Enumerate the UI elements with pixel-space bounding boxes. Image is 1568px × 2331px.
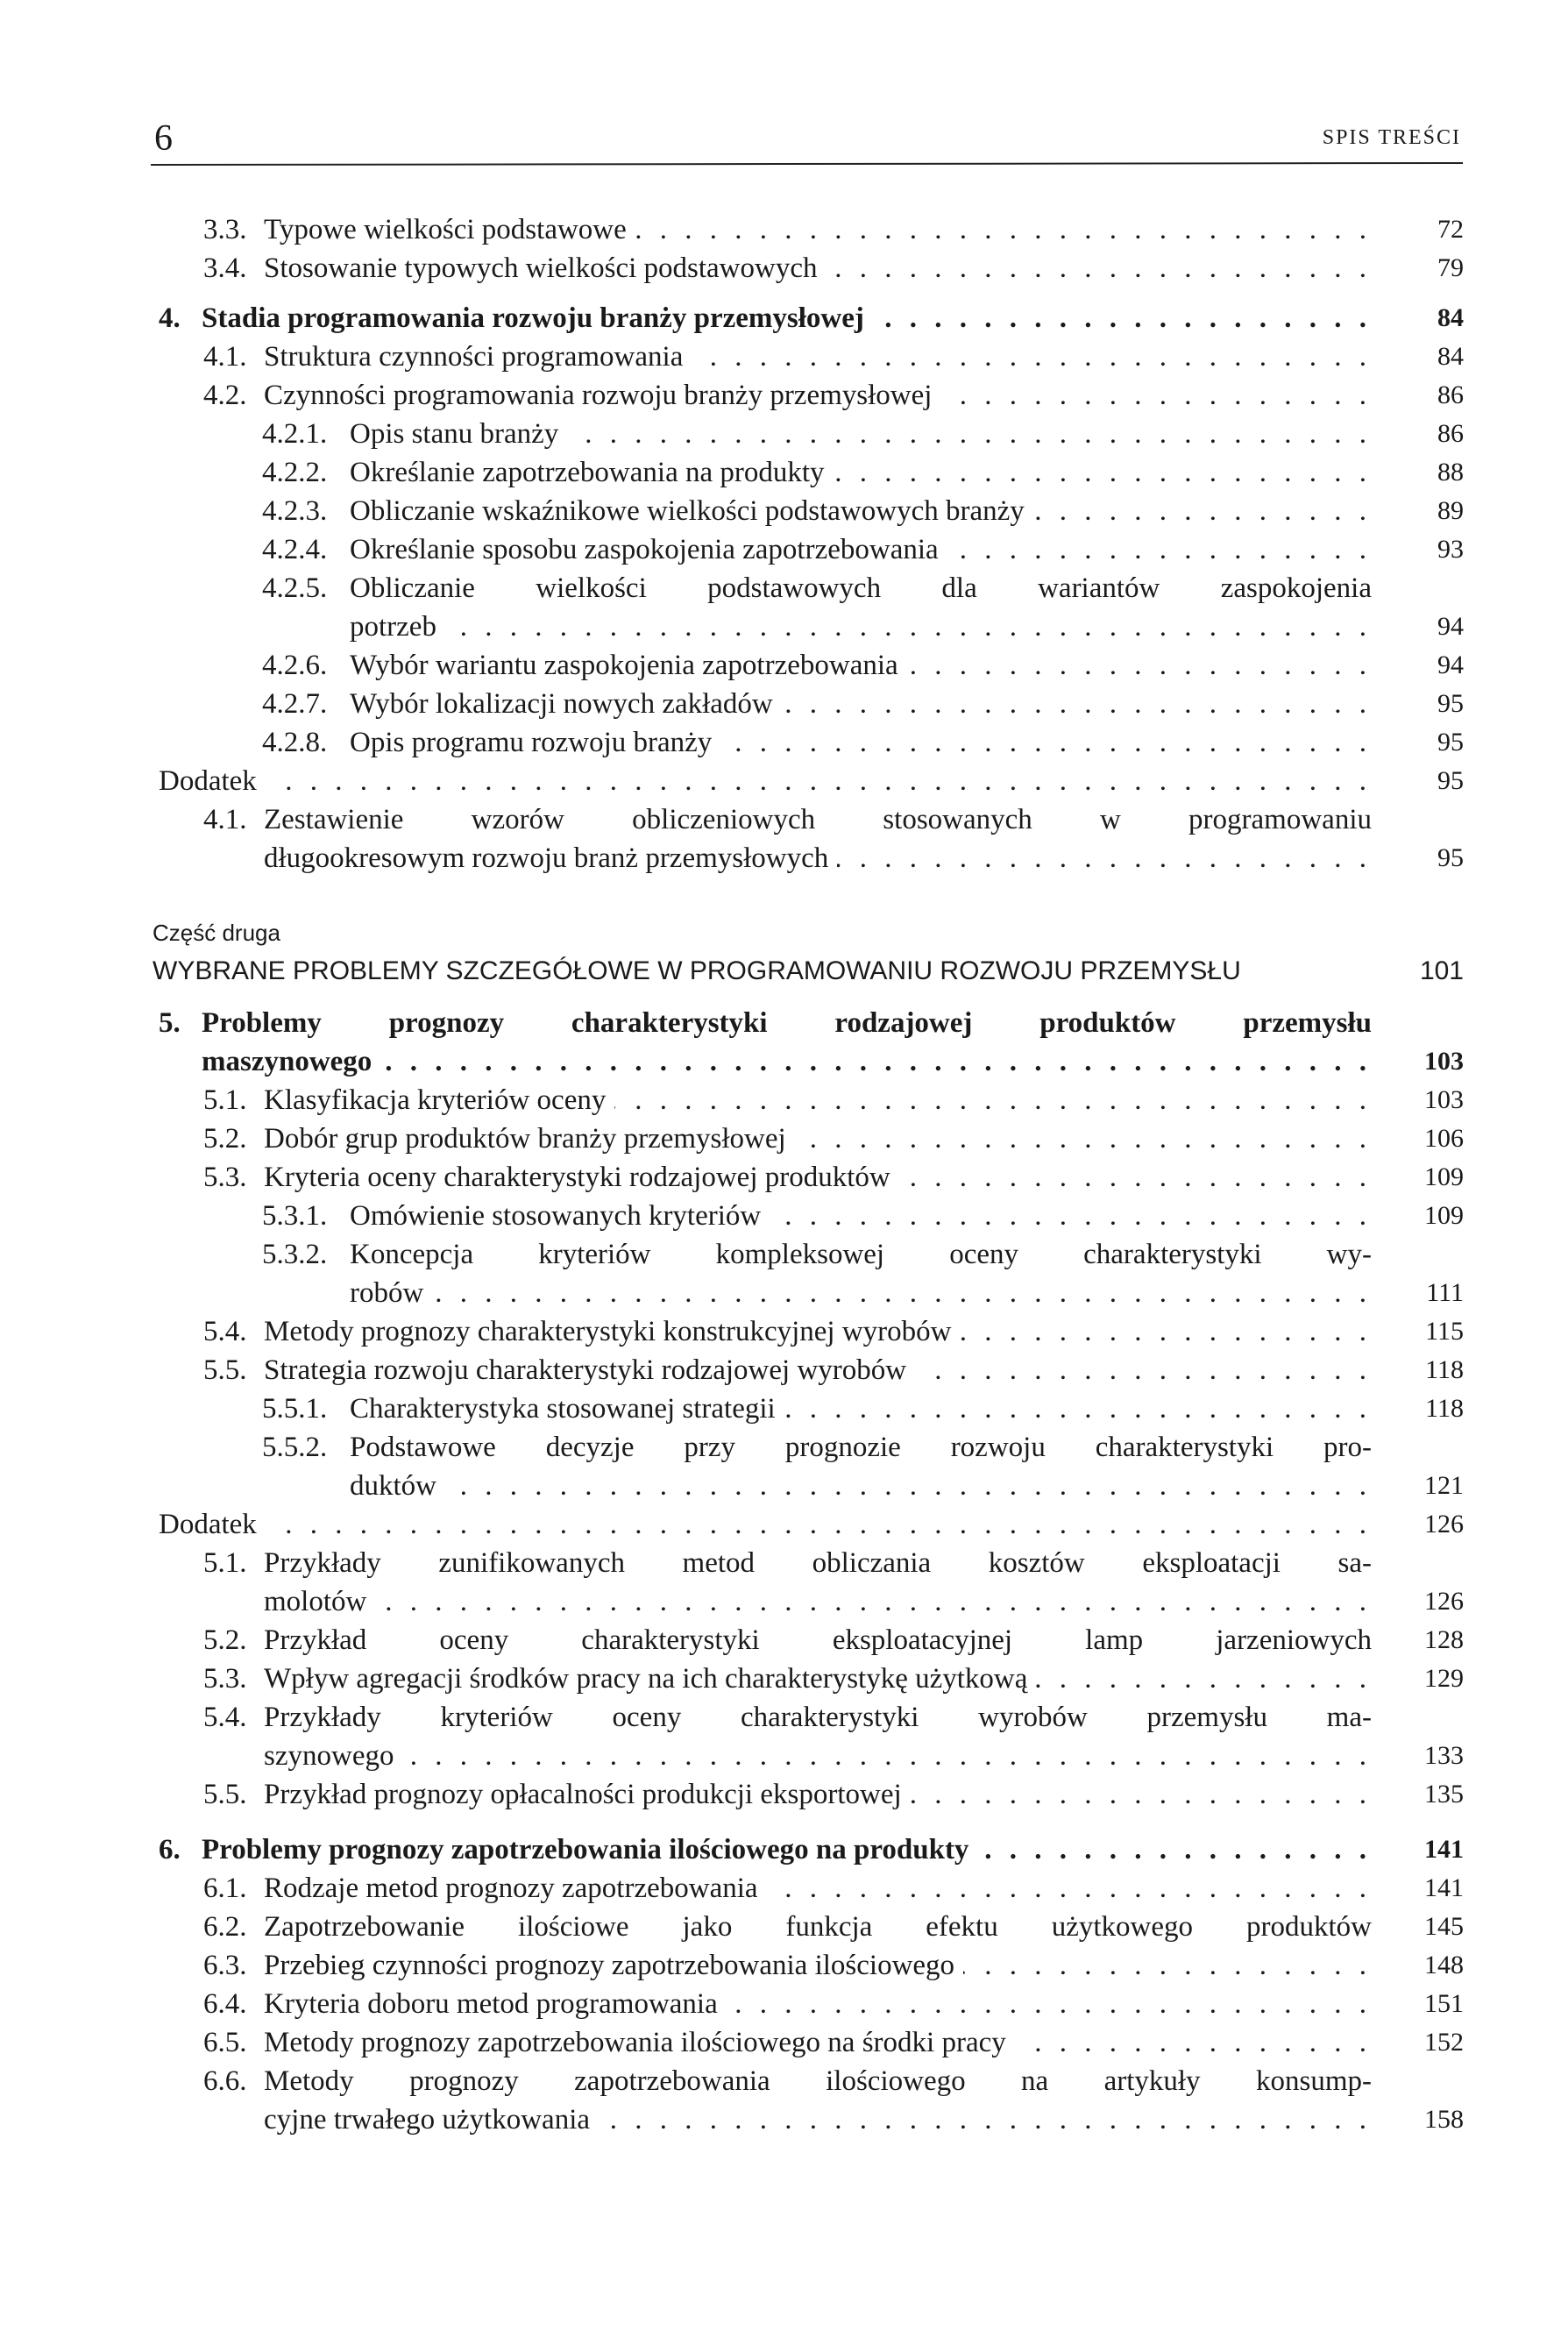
page-ref: 118 [1425, 1394, 1464, 1423]
page-ref: 133 [1424, 1741, 1464, 1770]
entry-title: WYBRANE PROBLEMY SZCZEGÓŁOWE W PROGRAMOWANIU ROZWOJU PRZEMYSŁU [153, 956, 1241, 985]
entry-body [264, 1081, 1372, 1119]
dot-leader [782, 685, 1372, 723]
toc-entry [0, 569, 1568, 608]
dot-leader [784, 1389, 1372, 1428]
dot-leader [1036, 1659, 1372, 1698]
page-ref: 94 [1437, 612, 1464, 641]
entry-title: cyjne trwałego użytkowania [264, 2104, 591, 2136]
dot-leader [947, 530, 1372, 569]
entry-number: 5.5. [203, 1779, 247, 1810]
dot-leader [834, 453, 1372, 492]
toc-entry [0, 1544, 1568, 1582]
page-ref: 95 [1437, 843, 1464, 872]
page-ref: 109 [1424, 1162, 1464, 1191]
toc-entry-continuation [0, 1467, 1568, 1505]
entry-title: Zestawienie wzorów obliczeniowych stosowanych w programowaniu [264, 804, 1372, 835]
entry-body [350, 685, 1372, 723]
entry-title: Kryteria oceny charakterystyki rodzajowej produktów [264, 1162, 890, 1193]
toc-entry [0, 2023, 1568, 2062]
entry-body [264, 2023, 1372, 2062]
dot-leader [380, 1042, 1372, 1081]
page-ref: 151 [1424, 1989, 1464, 2018]
toc-entry [0, 1197, 1568, 1235]
toc-entry [0, 338, 1568, 376]
dot-leader [266, 762, 1372, 800]
entry-body [202, 1042, 1372, 1081]
entry-number: 6.5. [203, 2027, 247, 2058]
entry-body [264, 1621, 1372, 1659]
entry-body [264, 800, 1372, 839]
toc-entry [0, 530, 1568, 569]
dot-leader [635, 210, 1372, 249]
page-ref: 95 [1437, 766, 1464, 795]
toc-entry [0, 646, 1568, 685]
dot-leader [692, 338, 1372, 376]
page-ref: 129 [1424, 1664, 1464, 1693]
entry-body [350, 1467, 1372, 1505]
page-ref: 158 [1424, 2105, 1464, 2134]
entry-title: Wybór wariantu zaspokojenia zapotrzebowania [350, 650, 898, 681]
toc-entry [0, 1621, 1568, 1659]
toc-entry-continuation [0, 1737, 1568, 1775]
entry-title: długookresowym rozwoju branż przemysłowych [264, 842, 829, 874]
entry-number: 4.2. [203, 380, 247, 411]
entry-body [350, 1274, 1372, 1312]
entry-title: Przykład oceny charakterystyki eksploatacyjnej lamp jarzeniowych [264, 1624, 1372, 1656]
entry-body [264, 1869, 1372, 1908]
dot-leader [911, 1775, 1372, 1814]
header-rule [151, 162, 1463, 166]
entry-number: 6. [159, 1834, 181, 1866]
entry-body [264, 2062, 1372, 2100]
dot-leader [795, 1119, 1372, 1158]
running-title: SPIS TREŚCI [1322, 126, 1461, 149]
page-ref: 88 [1437, 458, 1464, 487]
entry-body [264, 1737, 1372, 1775]
page-ref: 103 [1424, 1085, 1464, 1114]
entry-number: 5.1. [203, 1547, 247, 1579]
dot-leader [375, 1582, 1372, 1621]
entry-title: Metody prognozy zapotrzebowania ilościowego na środki pracy [264, 2027, 1006, 2058]
page-ref: 148 [1424, 1951, 1464, 1979]
entry-title: Przykład prognozy opłacalności produkcji eksportowej [264, 1779, 902, 1810]
toc-entry [0, 1389, 1568, 1428]
entry-body [350, 1235, 1372, 1274]
entry-number: 4.1. [203, 804, 247, 835]
entry-number: 5. [159, 1007, 181, 1039]
entry-body [264, 1698, 1372, 1737]
toc-entry [0, 1985, 1568, 2023]
dot-leader [873, 299, 1372, 338]
dot-leader [963, 1946, 1372, 1985]
toc-entry [0, 1158, 1568, 1197]
dot-leader [720, 723, 1372, 762]
toc-entry [0, 376, 1568, 415]
page-ref: 89 [1437, 496, 1464, 525]
dot-leader [837, 839, 1372, 878]
toc-entry [0, 1312, 1568, 1351]
dot-leader [445, 1467, 1372, 1505]
dot-leader [402, 1737, 1372, 1775]
dot-leader [1033, 492, 1372, 530]
entry-title: Przykłady zunifikowanych metod obliczania kosztów eksploatacji sa- [264, 1547, 1372, 1579]
entry-number: 5.4. [203, 1702, 247, 1733]
page-ref: 86 [1437, 419, 1464, 448]
entry-body [350, 453, 1372, 492]
entry-body [264, 1775, 1372, 1814]
entry-title: Przebieg czynności prognozy zapotrzebowania ilościowego [264, 1950, 955, 1981]
toc-entry [0, 1235, 1568, 1274]
entry-body [264, 1312, 1372, 1351]
entry-body [264, 1946, 1372, 1985]
toc-entry [0, 1775, 1568, 1814]
dot-leader [727, 1985, 1372, 2023]
entry-body [153, 913, 280, 952]
entry-number: 6.3. [203, 1950, 247, 1981]
entry-number: 4.2.4. [262, 534, 328, 565]
entry-number: 5.2. [203, 1123, 247, 1155]
entry-body [264, 338, 1372, 376]
entry-title: Stadia programowania rozwoju branży przemysłowej [202, 302, 864, 334]
entry-number: 6.6. [203, 2065, 247, 2097]
toc-entry [0, 1004, 1568, 1042]
toc-entry [0, 1505, 1568, 1544]
entry-title: Wybór lokalizacji nowych zakładów [350, 688, 773, 720]
page-ref: 84 [1437, 342, 1464, 371]
entry-title: Klasyfikacja kryteriów oceny [264, 1084, 607, 1116]
entry-body [350, 646, 1372, 685]
entry-title: Problemy prognozy zapotrzebowania ilościowego na produkty [202, 1834, 969, 1866]
dot-leader [614, 1081, 1372, 1119]
entry-body [159, 1505, 1372, 1544]
entry-body [264, 1985, 1372, 2023]
toc-entry [0, 453, 1568, 492]
entry-number: 3.3. [203, 214, 247, 245]
page-ref: 121 [1424, 1471, 1464, 1500]
toc-entry [0, 415, 1568, 453]
toc-entry [0, 492, 1568, 530]
entry-title: Stosowanie typowych wielkości podstawowych [264, 252, 818, 284]
dot-leader [977, 1830, 1372, 1869]
page-ref: 128 [1424, 1625, 1464, 1654]
entry-body [264, 210, 1372, 249]
entry-number: 5.5.1. [262, 1393, 328, 1425]
entry-title: potrzeb [350, 611, 436, 643]
toc-entry [0, 952, 1568, 991]
toc-entry [0, 685, 1568, 723]
entry-title: duktów [350, 1470, 436, 1502]
toc-entry [0, 1830, 1568, 1869]
entry-title: Typowe wielkości podstawowe [264, 214, 627, 245]
page-ref: 94 [1437, 650, 1464, 679]
entry-number: 6.2. [203, 1911, 247, 1943]
entry-number: 5.1. [203, 1084, 247, 1116]
page-ref: 109 [1424, 1201, 1464, 1230]
entry-body [350, 569, 1372, 608]
entry-title: Koncepcja kryteriów kompleksowej oceny charakterystyki wy- [350, 1239, 1372, 1270]
entry-title: Opis programu rozwoju branży [350, 727, 713, 758]
toc-entry [0, 1659, 1568, 1698]
dot-leader [907, 646, 1372, 685]
page-ref: 111 [1426, 1278, 1464, 1307]
entry-number: 4.1. [203, 341, 247, 373]
entry-title: Zapotrzebowanie ilościowe jako funkcja efektu użytkowego produktów [264, 1911, 1372, 1943]
entry-number: 5.2. [203, 1624, 247, 1656]
dot-leader [827, 249, 1373, 288]
page-ref: 93 [1437, 535, 1464, 564]
toc-entry [0, 1698, 1568, 1737]
entry-title: Strategia rozwoju charakterystyki rodzajowej wyrobów [264, 1354, 907, 1386]
entry-body [264, 376, 1372, 415]
dot-leader [445, 608, 1372, 646]
entry-body [264, 1582, 1372, 1621]
entry-body [350, 1197, 1372, 1235]
entry-body [350, 492, 1372, 530]
entry-body [202, 1830, 1372, 1869]
page-ref: 118 [1425, 1355, 1464, 1384]
toc-entry [0, 1428, 1568, 1467]
toc-entry [0, 249, 1568, 288]
entry-body [159, 762, 1372, 800]
entry-body [153, 952, 1241, 991]
dot-leader [940, 376, 1372, 415]
dot-leader [915, 1351, 1372, 1389]
page-ref: 145 [1424, 1912, 1464, 1941]
toc-entry [0, 1119, 1568, 1158]
dot-leader [567, 415, 1372, 453]
entry-body [264, 1659, 1372, 1698]
dot-leader [266, 1505, 1372, 1544]
entry-title: szynowego [264, 1740, 394, 1772]
entry-title: Metody prognozy charakterystyki konstrukcyjnej wyrobów [264, 1316, 952, 1347]
entry-number: 4.2.7. [262, 688, 328, 720]
toc-entry-continuation [0, 1042, 1568, 1081]
entry-title: Obliczanie wielkości podstawowych dla wariantów zaspokojenia [350, 572, 1372, 604]
entry-title: Opis stanu branży [350, 418, 559, 450]
entry-title: Dobór grup produktów branży przemysłowej [264, 1123, 786, 1155]
entry-number: 5.5.2. [262, 1432, 328, 1463]
entry-title: Określanie zapotrzebowania na produkty [350, 457, 825, 488]
entry-body [350, 415, 1372, 453]
toc-entry-continuation [0, 2100, 1568, 2139]
entry-body [350, 608, 1372, 646]
page-ref: 126 [1424, 1587, 1464, 1616]
toc-entry [0, 1869, 1568, 1908]
page-ref: 72 [1437, 215, 1464, 244]
entry-number: 4.2.2. [262, 457, 328, 488]
entry-number: 6.4. [203, 1988, 247, 2020]
toc-entry [0, 210, 1568, 249]
entry-title: Rodzaje metod prognozy zapotrzebowania [264, 1873, 758, 1904]
entry-title: Czynności programowania rozwoju branży przemysłowej [264, 380, 933, 411]
toc-entry-continuation [0, 1582, 1568, 1621]
entry-title: Podstawowe decyzje przy prognozie rozwoju charakterystyki pro- [350, 1432, 1372, 1463]
toc-entry [0, 1908, 1568, 1946]
page-ref: 152 [1424, 2028, 1464, 2057]
dot-leader [770, 1197, 1372, 1235]
page-ref: 141 [1424, 1835, 1464, 1864]
entry-title: Wpływ agregacji środków pracy na ich charakterystykę użytkową [264, 1663, 1028, 1695]
entry-number: 4.2.3. [262, 495, 328, 527]
entry-body [264, 1158, 1372, 1197]
entry-number: 5.3. [203, 1663, 247, 1695]
entry-number: 3.4. [203, 252, 247, 284]
entry-body [350, 1428, 1372, 1467]
entry-title: Część druga [153, 920, 280, 946]
entry-body [264, 249, 1372, 288]
entry-body [264, 1908, 1372, 1946]
entry-number: 5.4. [203, 1316, 247, 1347]
entry-title: Charakterystyka stosowanej strategii [350, 1393, 776, 1425]
entry-body [264, 2100, 1372, 2139]
toc-entry-continuation [0, 608, 1568, 646]
entry-body [202, 299, 1372, 338]
toc-entry [0, 913, 1568, 952]
page-ref: 79 [1437, 253, 1464, 282]
dot-leader [599, 2100, 1372, 2139]
entry-body [264, 1119, 1372, 1158]
page-ref: 135 [1424, 1780, 1464, 1809]
entry-body [264, 839, 1372, 878]
entry-number: 6.1. [203, 1873, 247, 1904]
entry-title: Kryteria doboru metod programowania [264, 1988, 718, 2020]
toc-entry-continuation [0, 1274, 1568, 1312]
entry-title: Przykłady kryteriów oceny charakterystyki wyrobów przemysłu ma- [264, 1702, 1372, 1733]
entry-number: 4.2.5. [262, 572, 328, 604]
entry-title: Metody prognozy zapotrzebowania ilościowego na artykuły konsump- [264, 2065, 1372, 2097]
toc-entry [0, 1946, 1568, 1985]
entry-number: 5.5. [203, 1354, 247, 1386]
entry-body [264, 1351, 1372, 1389]
page-ref: 95 [1437, 689, 1464, 718]
dot-leader [767, 1869, 1372, 1908]
entry-title: Dodatek [159, 1509, 257, 1540]
dot-leader [899, 1158, 1372, 1197]
entry-body [350, 1389, 1372, 1428]
entry-title: Dodatek [159, 765, 257, 797]
dot-leader [961, 1312, 1373, 1351]
entry-body [202, 1004, 1372, 1042]
entry-number: 4. [159, 302, 181, 334]
entry-title: Określanie sposobu zaspokojenia zapotrzebowania [350, 534, 939, 565]
entry-number: 5.3.2. [262, 1239, 328, 1270]
entry-number: 5.3. [203, 1162, 247, 1193]
page-ref: 115 [1425, 1317, 1464, 1346]
entry-title: Problemy prognozy charakterystyki rodzajowej produktów przemysłu [202, 1007, 1372, 1039]
entry-title: molotów [264, 1586, 367, 1617]
toc-entry [0, 299, 1568, 338]
entry-body [264, 1544, 1372, 1582]
toc-entry [0, 762, 1568, 800]
entry-title: Obliczanie wskaźnikowe wielkości podstawowych branży [350, 495, 1025, 527]
entry-number: 4.2.6. [262, 650, 328, 681]
page-ref: 126 [1424, 1510, 1464, 1539]
entry-number: 5.3.1. [262, 1200, 328, 1232]
entry-body [350, 723, 1372, 762]
page-ref: 84 [1437, 303, 1464, 332]
toc-entry [0, 800, 1568, 839]
dot-leader [1015, 2023, 1372, 2062]
entry-number: 4.2.1. [262, 418, 328, 450]
page-ref: 106 [1424, 1124, 1464, 1153]
page-number: 6 [154, 118, 173, 159]
toc-entry [0, 1081, 1568, 1119]
toc-entry [0, 2062, 1568, 2100]
entry-title: maszynowego [202, 1046, 372, 1077]
entry-body [350, 530, 1372, 569]
toc-entry [0, 723, 1568, 762]
entry-title: robów [350, 1277, 424, 1309]
page-ref: 95 [1437, 728, 1464, 757]
page-ref: 86 [1437, 380, 1464, 409]
table-of-contents [0, 210, 1568, 2139]
page-ref: 103 [1424, 1047, 1464, 1076]
entry-title: Struktura czynności programowania [264, 341, 684, 373]
entry-number: 4.2.8. [262, 727, 328, 758]
toc-entry [0, 1351, 1568, 1389]
page-ref: 141 [1424, 1873, 1464, 1902]
page-ref: 101 [1419, 956, 1464, 985]
dot-leader [432, 1274, 1372, 1312]
toc-entry-continuation [0, 839, 1568, 878]
entry-title: Omówienie stosowanych kryteriów [350, 1200, 762, 1232]
